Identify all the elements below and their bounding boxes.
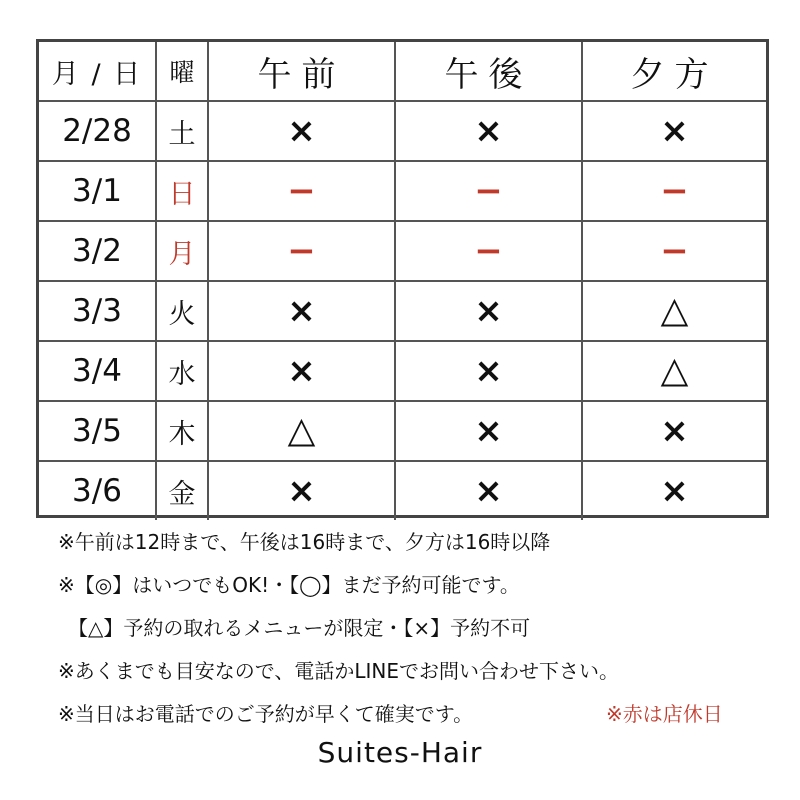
availability-mark: − (474, 171, 503, 211)
availability-mark: × (474, 411, 503, 451)
afternoon-cell (396, 282, 583, 340)
header-afternoon: 午後 (396, 42, 583, 100)
evening-cell (583, 102, 766, 160)
schedule-row (39, 162, 766, 220)
morning-cell (209, 342, 396, 400)
dow-cell: 日 (157, 162, 209, 220)
header-evening: 夕方 (630, 54, 719, 95)
afternoon-cell (396, 462, 583, 520)
note-time: ※午前は12時まで、午後は16時まで、夕方は16時以降 (58, 530, 551, 554)
dow-cell: 水 (157, 342, 209, 400)
morning-cell (209, 282, 396, 340)
availability-mark: × (474, 111, 503, 151)
dow-cell: 火 (157, 282, 209, 340)
morning-cell (209, 162, 396, 220)
availability-mark: − (660, 231, 689, 271)
evening-cell (583, 462, 766, 520)
note-legend-2: 【△】予約の取れるメニューが限定・【×】予約不可 (58, 616, 531, 640)
note-sameday: ※当日はお電話でのご予約が早くて確実です。 (58, 702, 474, 726)
availability-mark: × (287, 351, 316, 391)
availability-mark: − (287, 231, 316, 271)
morning-cell (209, 402, 396, 460)
schedule-table (36, 39, 769, 518)
availability-mark: − (660, 171, 689, 211)
availability-mark: △ (660, 290, 689, 331)
availability-mark: △ (287, 410, 316, 451)
morning-cell (209, 102, 396, 160)
availability-mark: − (474, 231, 503, 271)
afternoon-cell (396, 222, 583, 280)
availability-mark: × (287, 111, 316, 151)
header-date: 月 / 日 (39, 42, 157, 100)
afternoon-cell (396, 402, 583, 460)
date-cell: 3/5 (39, 402, 157, 460)
availability-mark: × (474, 471, 503, 511)
availability-mark: × (660, 411, 689, 451)
dow-cell: 月 (157, 222, 209, 280)
schedule-row (39, 462, 766, 520)
availability-mark: − (287, 171, 316, 211)
availability-mark: × (287, 291, 316, 331)
header-morning: 午前 (209, 42, 396, 100)
morning-cell (209, 462, 396, 520)
evening-cell (583, 222, 766, 280)
availability-mark: △ (660, 350, 689, 391)
evening-cell (583, 162, 766, 220)
dow-cell: 木 (157, 402, 209, 460)
schedule-row (39, 102, 766, 160)
schedule-row (39, 342, 766, 400)
morning-cell (209, 222, 396, 280)
availability-mark: × (474, 291, 503, 331)
date-cell: 3/4 (39, 342, 157, 400)
closed-day-note: ※赤は店休日 (606, 702, 723, 726)
schedule-row (39, 402, 766, 460)
date-cell: 3/1 (39, 162, 157, 220)
dow-cell: 土 (157, 102, 209, 160)
availability-mark: × (474, 351, 503, 391)
note-legend-1: ※【◎】はいつでもOK!・【◯】まだ予約可能です。 (58, 573, 520, 597)
brand-name: Suites-Hair (317, 736, 483, 769)
evening-cell (583, 402, 766, 460)
schedule-row (39, 282, 766, 340)
afternoon-cell (396, 342, 583, 400)
date-cell: 2/28 (39, 102, 157, 160)
availability-mark: × (660, 111, 689, 151)
dow-cell: 金 (157, 462, 209, 520)
note-contact: ※あくまでも目安なので、電話かLINEでお問い合わせ下さい。 (58, 659, 619, 683)
evening-cell (583, 282, 766, 340)
date-cell: 3/6 (39, 462, 157, 520)
date-cell: 3/3 (39, 282, 157, 340)
header-dow: 曜 (157, 42, 209, 100)
header-row (39, 42, 766, 100)
date-cell: 3/2 (39, 222, 157, 280)
afternoon-cell (396, 162, 583, 220)
schedule-row (39, 222, 766, 280)
availability-mark: × (660, 471, 689, 511)
availability-mark: × (287, 471, 316, 511)
afternoon-cell (396, 102, 583, 160)
evening-cell (583, 342, 766, 400)
